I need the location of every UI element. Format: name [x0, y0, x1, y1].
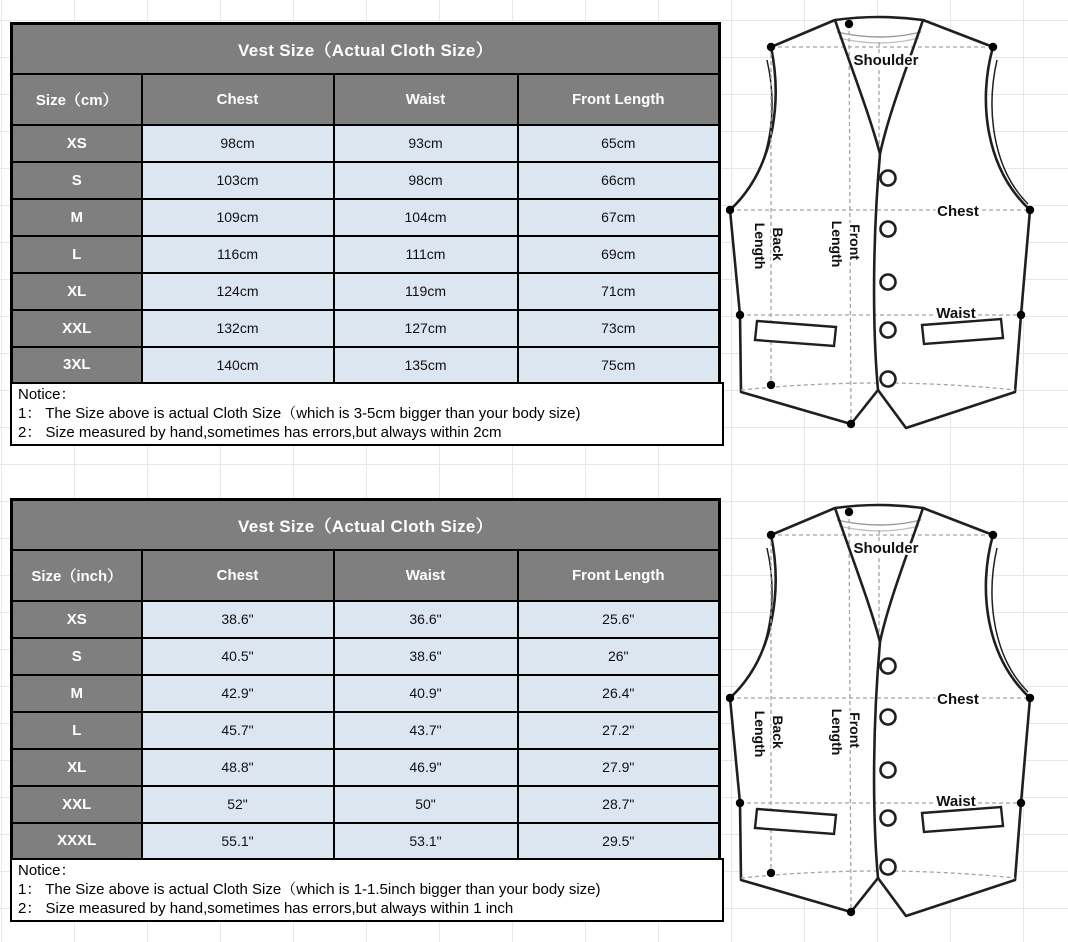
chest-cell: 42.9" [142, 675, 334, 712]
table-title: Vest Size（Actual Cloth Size） [12, 500, 720, 550]
measure-dot [726, 206, 734, 214]
chest-cell: 103cm [142, 162, 334, 199]
col-header-size: Size（inch） [12, 550, 142, 601]
chest-label: Chest [937, 691, 979, 708]
waist-cell: 43.7" [334, 712, 518, 749]
size-cell: M [12, 199, 142, 236]
size-table-inch [10, 498, 721, 861]
notice-heading: Notice： [18, 862, 76, 879]
size-cell: L [12, 236, 142, 273]
vest-outline [730, 505, 1030, 916]
vest-button [881, 811, 896, 826]
measure-dot [1026, 694, 1034, 702]
vest-diagram-cm [726, 8, 1066, 438]
size-cell: XS [12, 601, 142, 638]
vest-button [881, 275, 896, 290]
chest-cell: 40.5" [142, 638, 334, 675]
size-cell: 3XL [12, 347, 142, 384]
front-length-cell: 71cm [518, 273, 720, 310]
notice-line-2: 2： Size measured by hand,sometimes has errors,but always within 2cm [18, 424, 502, 441]
notice-heading: Notice： [18, 386, 76, 403]
size-table-cm [10, 22, 721, 385]
front-length-cell: 27.2" [518, 712, 720, 749]
front-length-cell: 69cm [518, 236, 720, 273]
back-length-label: Back Length [752, 222, 786, 270]
measure-dot [1017, 799, 1025, 807]
size-row [12, 675, 720, 712]
size-cell: S [12, 162, 142, 199]
vest-button [881, 710, 896, 725]
chest-cell: 52" [142, 786, 334, 823]
front-length-cell: 25.6" [518, 601, 720, 638]
chest-cell: 132cm [142, 310, 334, 347]
chest-cell: 109cm [142, 199, 334, 236]
front-length-cell: 29.5" [518, 823, 720, 860]
front-length-label: Front Length [829, 220, 863, 268]
front-length-cell: 27.9" [518, 749, 720, 786]
front-length-cell: 66cm [518, 162, 720, 199]
chest-cell: 45.7" [142, 712, 334, 749]
waist-cell: 53.1" [334, 823, 518, 860]
waist-cell: 46.9" [334, 749, 518, 786]
chest-cell: 140cm [142, 347, 334, 384]
measure-dot [767, 531, 775, 539]
front-length-cell: 73cm [518, 310, 720, 347]
front-length-cell: 28.7" [518, 786, 720, 823]
col-header-chest: Chest [142, 550, 334, 601]
size-row [12, 749, 720, 786]
waist-cell: 135cm [334, 347, 518, 384]
measure-dot [847, 908, 855, 916]
vest-diagram-inch [726, 496, 1066, 926]
waist-cell: 111cm [334, 236, 518, 273]
size-row [12, 236, 720, 273]
measure-dot [845, 20, 853, 28]
front-length-cell: 26.4" [518, 675, 720, 712]
chest-cell: 55.1" [142, 823, 334, 860]
vest-button [881, 659, 896, 674]
size-row [12, 162, 720, 199]
vest-button [881, 372, 896, 387]
col-header-waist: Waist [334, 74, 518, 125]
measure-dot [726, 694, 734, 702]
size-cell: L [12, 712, 142, 749]
size-cell: XL [12, 749, 142, 786]
col-header-chest: Chest [142, 74, 334, 125]
size-cell: XXL [12, 310, 142, 347]
measure-dot [1017, 311, 1025, 319]
front-length-cell: 67cm [518, 199, 720, 236]
size-row [12, 712, 720, 749]
table-title: Vest Size（Actual Cloth Size） [12, 24, 720, 74]
front-length-label: Front Length [829, 708, 863, 756]
measure-dot [736, 311, 744, 319]
measure-dot [989, 43, 997, 51]
notice-line-1: 1： The Size above is actual Cloth Size（which is 1-1.5inch bigger than your body size) [18, 881, 601, 898]
vest-button [881, 323, 896, 338]
measure-dot [767, 869, 775, 877]
measure-dot [736, 799, 744, 807]
size-row [12, 199, 720, 236]
size-row [12, 273, 720, 310]
vest-diagram-svg [726, 8, 1066, 438]
chest-cell: 48.8" [142, 749, 334, 786]
col-header-front-length: Front Length [518, 74, 720, 125]
front-length-cell: 26" [518, 638, 720, 675]
chest-cell: 116cm [142, 236, 334, 273]
size-row [12, 347, 720, 384]
front-length-cell: 65cm [518, 125, 720, 162]
size-row [12, 823, 720, 860]
waist-cell: 93cm [334, 125, 518, 162]
vest-button [881, 860, 896, 875]
measure-dot [1026, 206, 1034, 214]
waist-cell: 127cm [334, 310, 518, 347]
vest-button [881, 171, 896, 186]
size-cell: S [12, 638, 142, 675]
waist-cell: 104cm [334, 199, 518, 236]
measure-dot [767, 43, 775, 51]
size-row [12, 638, 720, 675]
measure-dot [845, 508, 853, 516]
size-row [12, 601, 720, 638]
waist-cell: 40.9" [334, 675, 518, 712]
vest-button [881, 222, 896, 237]
size-cell: XS [12, 125, 142, 162]
waist-cell: 98cm [334, 162, 518, 199]
waist-label: Waist [936, 305, 976, 322]
waist-cell: 119cm [334, 273, 518, 310]
measure-dot [767, 381, 775, 389]
chest-label: Chest [937, 203, 979, 220]
size-row [12, 125, 720, 162]
col-header-size: Size（cm） [12, 74, 142, 125]
vest-outline [730, 17, 1030, 428]
size-cell: XL [12, 273, 142, 310]
notice-box-inch [10, 858, 724, 922]
size-cell: XXL [12, 786, 142, 823]
vest-button [881, 763, 896, 778]
col-header-waist: Waist [334, 550, 518, 601]
notice-line-1: 1： The Size above is actual Cloth Size（which is 3-5cm bigger than your body size) [18, 405, 581, 422]
back-length-label: Back Length [752, 710, 786, 758]
vest-diagram-svg [726, 496, 1066, 926]
measure-dot [847, 420, 855, 428]
col-header-front-length: Front Length [518, 550, 720, 601]
shoulder-label: Shoulder [853, 540, 919, 557]
size-cell: XXXL [12, 823, 142, 860]
front-length-cell: 75cm [518, 347, 720, 384]
measure-dot [989, 531, 997, 539]
chest-cell: 38.6" [142, 601, 334, 638]
notice-line-2: 2： Size measured by hand,sometimes has errors,but always within 1 inch [18, 900, 514, 917]
waist-cell: 50" [334, 786, 518, 823]
chest-cell: 124cm [142, 273, 334, 310]
size-cell: M [12, 675, 142, 712]
chest-cell: 98cm [142, 125, 334, 162]
waist-cell: 38.6" [334, 638, 518, 675]
waist-cell: 36.6" [334, 601, 518, 638]
waist-label: Waist [936, 793, 976, 810]
size-row [12, 786, 720, 823]
size-row [12, 310, 720, 347]
shoulder-label: Shoulder [853, 52, 919, 69]
notice-box-cm [10, 382, 724, 446]
